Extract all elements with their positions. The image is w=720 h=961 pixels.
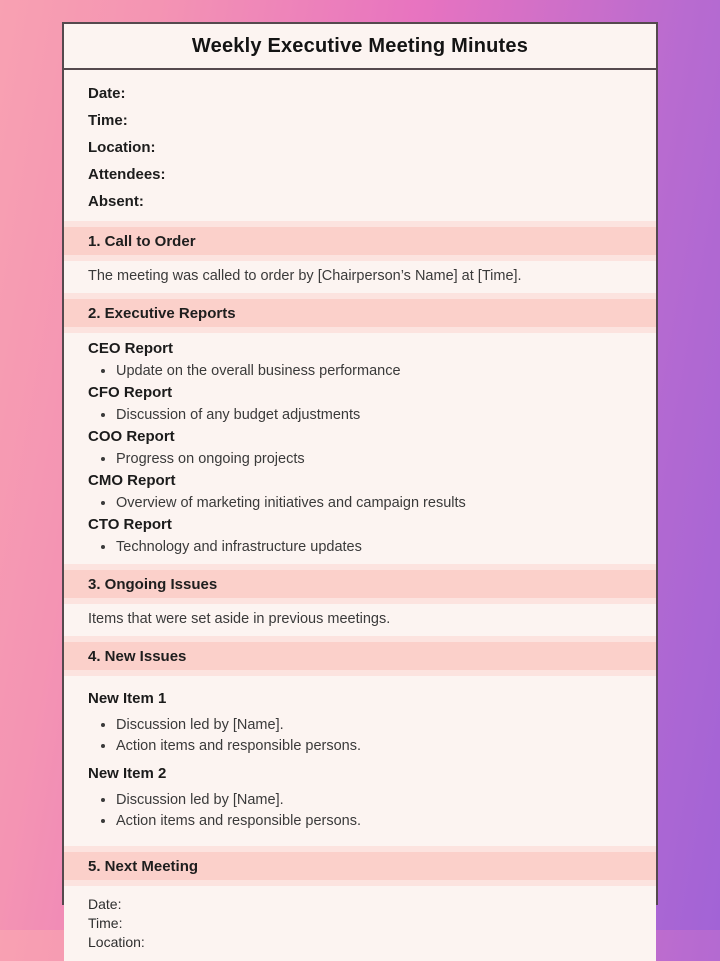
field-attendees-label: Attendees:	[88, 166, 166, 183]
new-item-2-title: New Item 2	[88, 765, 167, 782]
field-absent-label: Absent:	[88, 193, 144, 210]
new-item-2-bullet-discussion: • Discussion led by [Name].	[116, 790, 632, 811]
ceo-report-bullet: • Update on the overall business performance	[116, 360, 632, 382]
field-location-label: Location:	[88, 139, 156, 156]
field-date-label: Date:	[88, 85, 126, 102]
section-new-issues-heading: 4. New Issues	[64, 642, 656, 670]
document-title-bar	[64, 24, 656, 70]
new-item-1-bullet-actions: • Action items and responsible persons.	[116, 736, 632, 757]
meeting-info-block	[64, 70, 656, 221]
next-meeting-time-label: Time:	[88, 915, 123, 931]
section-call-to-order-heading: 1. Call to Order	[64, 227, 656, 255]
coo-report-title: COO Report	[88, 428, 175, 445]
section-ongoing-issues-heading: 3. Ongoing Issues	[64, 570, 656, 598]
cto-report-bullet: • Technology and infrastructure updates	[116, 536, 632, 558]
new-item-1-title: New Item 1	[88, 690, 167, 707]
cfo-report-title: CFO Report	[88, 384, 173, 401]
next-meeting-block	[64, 886, 656, 961]
cfo-report-bullet: • Discussion of any budget adjustments	[116, 404, 632, 426]
meeting-minutes-document	[62, 22, 658, 950]
cmo-report-title: CMO Report	[88, 472, 176, 489]
coo-report-bullet: • Progress on ongoing projects	[116, 448, 632, 470]
section-next-meeting-heading: 5. Next Meeting	[64, 852, 656, 880]
cto-report-list	[88, 536, 632, 558]
next-meeting-location-label: Location:	[88, 934, 145, 950]
new-issues-block	[64, 676, 656, 846]
ceo-report-title: CEO Report	[88, 340, 174, 357]
next-meeting-date-label: Date:	[88, 896, 122, 912]
cmo-report-list	[88, 492, 632, 514]
executive-reports-block	[64, 333, 656, 564]
coo-report-list	[88, 448, 632, 470]
ongoing-issues-text: Items that were set aside in previous meetings.	[64, 604, 656, 636]
ceo-report-list	[88, 360, 632, 382]
section-executive-reports-heading: 2. Executive Reports	[64, 299, 656, 327]
cto-report-title: CTO Report	[88, 516, 172, 533]
new-item-2-bullet-actions: • Action items and responsible persons.	[116, 811, 632, 832]
field-time-label: Time:	[88, 112, 128, 129]
cfo-report-list	[88, 404, 632, 426]
call-to-order-text: The meeting was called to order by [Chairperson’s Name] at [Time].	[64, 261, 656, 293]
new-item-1-list	[88, 715, 632, 757]
new-item-2-list	[88, 790, 632, 832]
page-title: Weekly Executive Meeting Minutes	[191, 35, 529, 57]
cmo-report-bullet: • Overview of marketing initiatives and campaign results	[116, 492, 632, 514]
new-item-1-bullet-discussion: • Discussion led by [Name].	[116, 715, 632, 736]
